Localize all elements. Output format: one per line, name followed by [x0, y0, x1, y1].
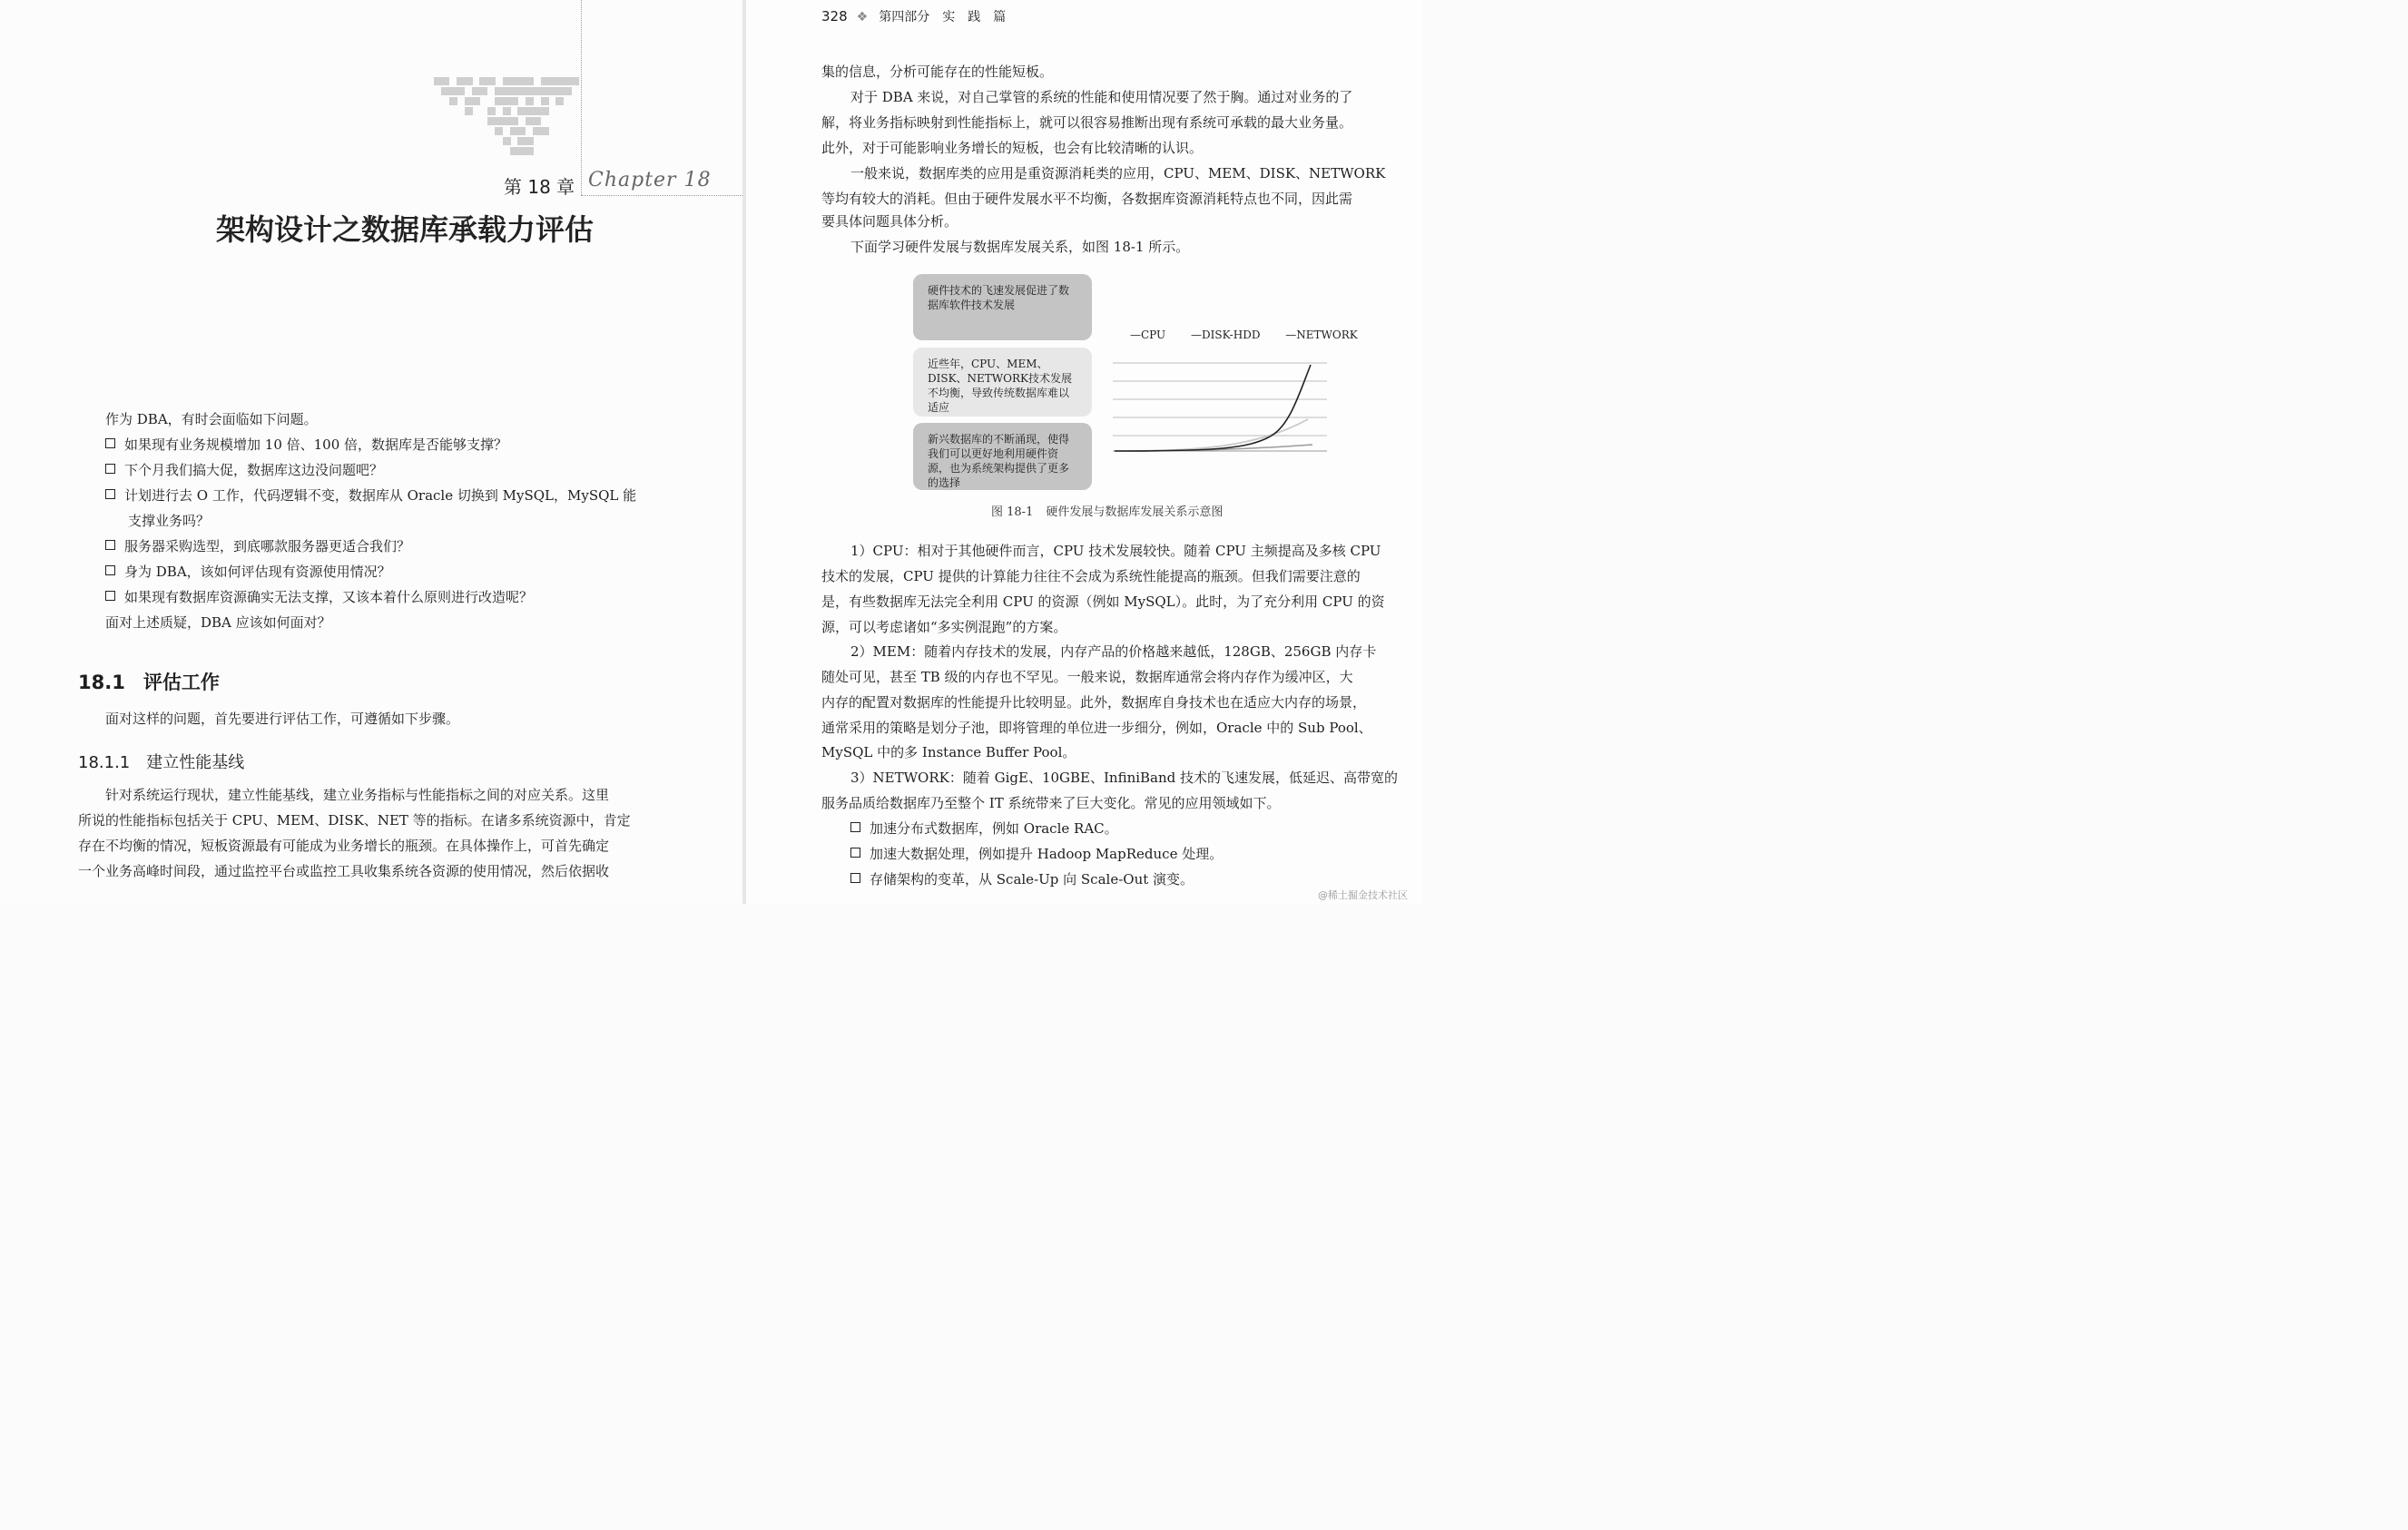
question-continuation: 支撑业务吗？ — [128, 513, 211, 529]
body-line: 要具体问题具体分析。 — [821, 213, 958, 230]
figure-caption — [991, 502, 1223, 519]
legend-item-cpu: —CPU — [1130, 329, 1166, 341]
subsection-number: 18.1.1 — [78, 753, 131, 772]
checkbox-icon — [105, 565, 115, 575]
question-item — [105, 483, 636, 508]
body-line: 一个业务高峰时间段，通过监控平台或监控工具收集系统各资源的使用情况，然后依据收 — [78, 863, 610, 879]
section-title: 评估工作 — [143, 672, 220, 693]
question-text: 身为 DBA，该如何评估现有资源使用情况？ — [124, 564, 391, 580]
application-item — [850, 867, 1194, 892]
decoration-pixel — [564, 87, 572, 95]
line-cpu — [1115, 365, 1311, 451]
application-text: 存储架构的变革，从 Scale-Up 向 Scale-Out 演变。 — [870, 871, 1194, 888]
decoration-dotted-line-vertical — [581, 0, 582, 195]
subsection-heading — [78, 750, 244, 773]
section-intro: 面对这样的问题，首先要进行评估工作，可遵循如下步骤。 — [105, 711, 460, 727]
checkbox-icon — [105, 591, 115, 601]
legend-item-disk-hdd: —DISK-HDD — [1191, 329, 1261, 341]
body-line: 服务品质给数据库乃至整个 IT 系统带来了巨大变化。常见的应用领域如下。 — [821, 795, 1281, 811]
question-text: 如果现有业务规模增加 10 倍、100 倍，数据库是否能够支撑？ — [124, 436, 508, 453]
figure-box-hardware: 硬件技术的飞速发展促进了数据库软件技术发展 — [913, 274, 1092, 340]
chapter-title: 架构设计之数据库承载力评估 — [216, 212, 595, 247]
question-text: 计划进行去 O 工作，代码逻辑不变，数据库从 Oracle 切换到 MySQL，MySQL 能 — [124, 487, 637, 504]
decoration-pixel — [510, 117, 518, 125]
checkbox-icon — [105, 464, 115, 474]
body-line: 是，有些数据库无法完全利用 CPU 的资源（例如 MySQL）。此时，为了充分利用 CPU 的资 — [821, 593, 1385, 610]
page-number: 328 — [821, 8, 848, 25]
application-text: 加速大数据处理，例如提升 Hadoop MapReduce 处理。 — [870, 846, 1224, 862]
body-line: 等均有较大的消耗。但由于硬件发展水平不均衡，各数据库资源消耗特点也不同，因此需 — [821, 191, 1353, 207]
checkbox-icon — [850, 822, 860, 832]
decoration-pixel — [541, 107, 549, 115]
body-line: 技术的发展，CPU 提供的计算能力往往不会成为系统性能提高的瓶颈。但我们需要注意的 — [821, 568, 1361, 584]
decoration-pixel — [465, 107, 473, 115]
chart-gridlines — [1113, 363, 1327, 436]
body-line: 对于 DBA 来说，对自己掌管的系统的性能和使用情况要了然于胸。通过对业务的了 — [850, 89, 1353, 105]
decoration-pixel — [517, 127, 526, 135]
section-heading — [78, 668, 220, 695]
figure-title: 硬件发展与数据库发展关系示意图 — [1046, 505, 1224, 519]
body-line: 源，可以考虑诸如“多实例混跑”的方案。 — [821, 619, 1067, 635]
application-item — [850, 816, 1118, 841]
question-item — [105, 584, 533, 610]
decoration-pixel — [541, 97, 549, 105]
body-line: 通常采用的策略是划分子池，即将管理的单位进一步细分，例如，Oracle 中的 Sub Pool、 — [821, 720, 1372, 736]
chart-legend — [1130, 329, 1380, 341]
question-text: 下个月我们搞大促，数据库这边没问题吧？ — [124, 462, 384, 478]
decoration-pixel — [503, 107, 511, 115]
body-line: 此外，对于可能影响业务增长的短板，也会有比较清晰的认识。 — [821, 140, 1204, 156]
application-item — [850, 841, 1223, 867]
figure-box-unbalanced: 近些年，CPU、MEM、DISK、NETWORK技术发展不均衡，导致传统数据库难以适应 — [913, 348, 1092, 417]
outro-text: 面对上述质疑，DBA 应该如何面对？ — [105, 614, 331, 631]
running-head — [821, 7, 1006, 25]
checkbox-icon — [850, 848, 860, 858]
checkbox-icon — [105, 438, 115, 448]
body-line: 内存的配置对数据库的性能提升比较明显。此外，数据库自身技术也在适应大内存的场景， — [821, 694, 1367, 711]
body-line: 随处可见，甚至 TB 级的内存也不罕见。一般来说，数据库通常会将内存作为缓冲区，大 — [821, 669, 1353, 685]
decoration-dotted-line-horizontal — [581, 195, 742, 196]
decoration-pixel — [503, 137, 511, 145]
body-line: 所说的性能指标包括关于 CPU、MEM、DISK、NET 等的指标。在诸多系统资源中，肯定 — [78, 812, 631, 829]
figure-box-new-databases: 新兴数据库的不断涌现，使得我们可以更好地利用硬件资源，也为系统架构提供了更多的选择 — [913, 423, 1092, 490]
decoration-pixel — [449, 97, 457, 105]
decoration-pixel — [526, 97, 534, 105]
body-line: 存在不均衡的情况，短板资源最有可能成为业务增长的瓶颈。在具体操作上，可首先确定 — [78, 838, 610, 854]
section-number: 18.1 — [78, 672, 125, 693]
application-text: 加速分布式数据库，例如 Oracle RAC。 — [870, 820, 1118, 837]
decoration-pixel — [465, 77, 473, 85]
decoration-pixel — [526, 137, 534, 145]
decoration-pixel — [526, 77, 534, 85]
chapter-number: 第 18 章 — [504, 176, 575, 198]
checkbox-icon — [105, 540, 115, 550]
legend-item-network: —NETWORK — [1285, 329, 1358, 341]
decoration-pixel — [526, 147, 534, 155]
figure-number: 图 18-1 — [991, 505, 1034, 519]
body-line: 针对系统运行现状，建立性能基线，建立业务指标与性能指标之间的对应关系。这里 — [105, 787, 610, 803]
decoration-pixel — [533, 117, 541, 125]
decoration-pixel — [555, 97, 564, 105]
question-text: 如果现有数据库资源确实无法支撑，又该本着什么原则进行改造呢？ — [124, 589, 534, 605]
decoration-pixel — [487, 107, 496, 115]
question-item — [105, 559, 391, 584]
decoration-pixel — [457, 87, 465, 95]
decoration-pixel — [472, 97, 480, 105]
body-line: 1）CPU：相对于其他硬件而言，CPU 技术发展较快。随着 CPU 主频提高及多核 CPU — [850, 543, 1381, 559]
decoration-pixel — [479, 87, 487, 95]
body-line: 3）NETWORK：随着 GigE、10GBE、InfiniBand 技术的飞速发展，低延迟、高带宽的 — [850, 770, 1399, 786]
trend-chart — [1113, 345, 1331, 458]
checkbox-icon — [850, 873, 860, 883]
body-line: 2）MEM：随着内存技术的发展，内存产品的价格越来越低，128GB、256GB 内存卡 — [850, 643, 1377, 660]
decoration-pixel — [541, 127, 549, 135]
subsection-title: 建立性能基线 — [146, 753, 245, 772]
chapter-decoration-pixels — [434, 77, 579, 159]
body-line: 下面学习硬件发展与数据库发展关系，如图 18-1 所示。 — [850, 239, 1190, 255]
watermark: @稀土掘金技术社区 — [1318, 889, 1408, 901]
body-line: 解，将业务指标映射到性能指标上，就可以很容易推断出现有系统可承载的最大业务量。 — [821, 114, 1353, 131]
question-item — [105, 534, 410, 559]
running-head-title: 第四部分 实 践 篇 — [879, 10, 1007, 25]
decoration-pixel — [510, 97, 518, 105]
decoration-pixel — [441, 77, 449, 85]
question-text: 服务器采购选型，到底哪款服务器更适合我们？ — [124, 538, 411, 554]
body-line: 一般来说，数据库类的应用是重资源消耗类的应用，CPU、MEM、DISK、NETWORK — [850, 165, 1386, 181]
question-item — [105, 457, 383, 483]
decoration-pixel — [495, 127, 503, 135]
body-line: 集的信息，分析可能存在的性能短板。 — [821, 64, 1054, 80]
body-line: MySQL 中的多 Instance Buffer Pool。 — [821, 744, 1076, 760]
question-item — [105, 432, 507, 457]
decoration-pixel — [487, 77, 496, 85]
diamond-ornament-icon: ❖ — [856, 10, 869, 25]
checkbox-icon — [105, 489, 115, 499]
chapter-script-logo: Chapter 18 — [588, 169, 712, 191]
decoration-pixel — [571, 77, 579, 85]
intro-text: 作为 DBA，有时会面临如下问题。 — [105, 411, 318, 427]
